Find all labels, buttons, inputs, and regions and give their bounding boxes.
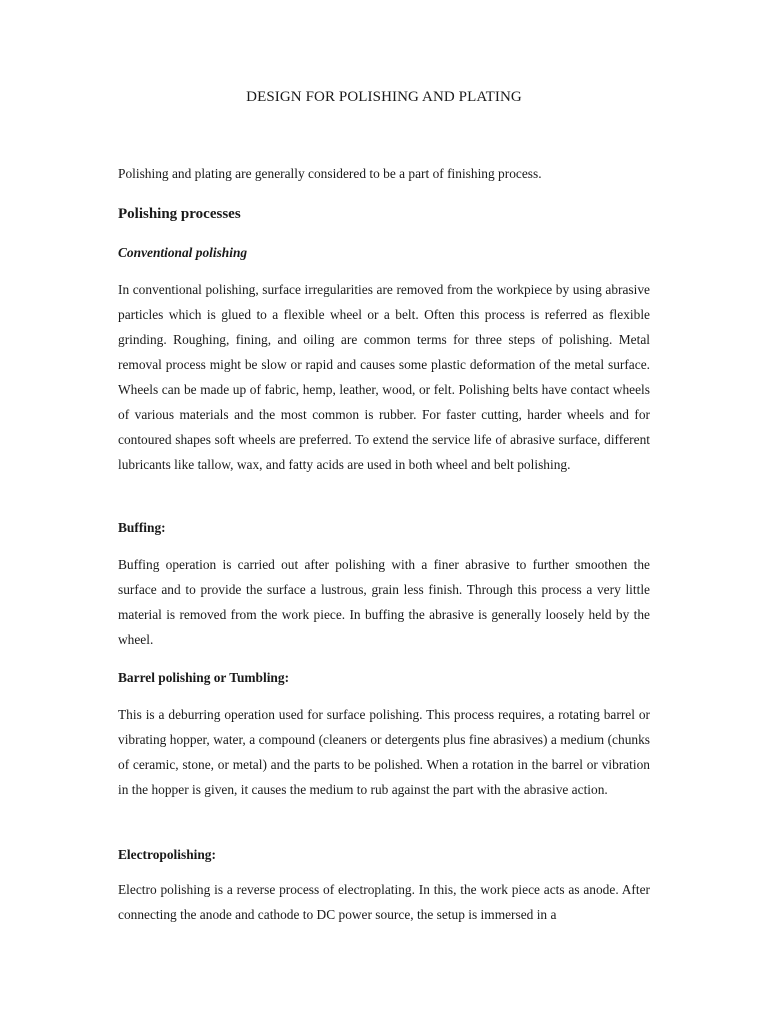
- paragraph-electropolishing: Electro polishing is a reverse process of electroplating. In this, the work piece acts as anode. After connecting the anode and cathode to DC power source, the setup is immersed in a: [118, 882, 650, 922]
- paragraph-barrel-polishing: This is a deburring operation used for surface polishing. This process requires, a rotating barrel or vibrating hopper, water, a compound (cleaners or detergents plus fine abrasives) a medium (chunks of ceramic, stone, or metal) and the parts to be polished. When a rotation in the barrel or vibration in the hopper is given, it causes the medium to rub against the part with the abrasive action.: [118, 707, 650, 797]
- subheading-barrel-polishing: Barrel polishing or Tumbling:: [118, 670, 290, 685]
- section-heading-polishing-processes: Polishing processes: [118, 206, 241, 222]
- paragraph-conventional-polishing: In conventional polishing, surface irregularities are removed from the workpiece by using abrasive particles which is glued to a flexible wheel or a belt. Often this process is referred as flexible grinding. Roughing, fining, and oiling are common terms for three steps of polishing. Metal removal process might be slow or rapid and causes some plastic deformation of the metal surface. Wheels can be made up of fabric, hemp, leather, wood, or felt. Polishing belts have contact wheels of various materials and the most common is rubber. For faster cutting, harder wheels and for contoured shapes soft wheels are preferred. To extend the service life of abrasive surface, different lubricants like tallow, wax, and fatty acids are used in both wheel and belt polishing.: [118, 282, 650, 472]
- subheading-electropolishing: Electropolishing:: [118, 847, 216, 862]
- paragraph-buffing: Buffing operation is carried out after polishing with a finer abrasive to further smoothen the surface and to provide the surface a lustrous, grain less finish. Through this process a very little material is removed from the work piece. In buffing the abrasive is generally loosely held by the wheel.: [118, 557, 650, 647]
- subheading-conventional-polishing: Conventional polishing: [118, 245, 248, 260]
- document-title: DESIGN FOR POLISHING AND PLATING: [246, 89, 522, 105]
- intro-paragraph: Polishing and plating are generally considered to be a part of finishing process.: [118, 166, 542, 181]
- subheading-buffing: Buffing:: [118, 520, 166, 535]
